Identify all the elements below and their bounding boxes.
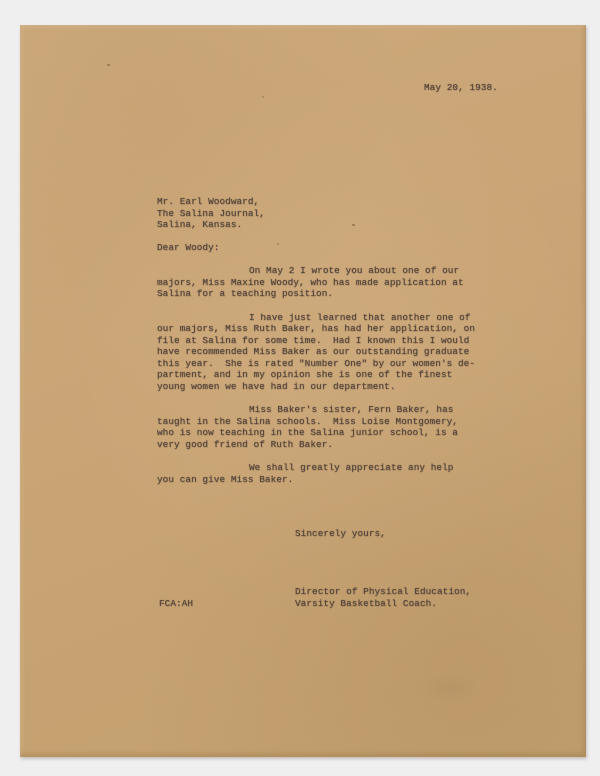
letter-body [157,196,497,485]
paragraph-line: taught in the Salina schools. Miss Loise Montgomery, [157,415,458,427]
paper-speckle [107,64,110,66]
recipient-name: Mr. Earl Woodward, [157,196,260,207]
complimentary-closing: Sincerely yours, [295,528,386,539]
recipient-city: Salina, Kansas. [157,219,243,230]
paper-smudge [420,673,480,703]
paragraph-line: our majors, Miss Ruth Baker, has had her application, on [157,323,476,334]
paragraph-4 [157,462,497,485]
recipient-address [157,196,497,231]
paragraph-line: On May 2 I wrote you about one of our [249,265,460,276]
signature-title-2: Varsity Basketball Coach. [295,597,437,609]
letter-paper [20,25,586,757]
paragraph-1 [157,265,497,300]
paragraph-line: who is now teaching in the Salina junior school, is a [157,427,458,438]
paragraph-line: file at Salina for some time. Had I known this I would [157,334,470,346]
paragraph-line: this year. She is rated "Number One" by our women's de- [157,357,476,369]
paper-speckle [262,96,264,98]
salutation: Dear Woody: [157,241,220,253]
paragraph-line: I have just learned that another one of [249,311,471,323]
paragraph-line: young women we have had in our department. [157,380,396,392]
paragraph-line: you can give Miss Baker. [157,473,294,485]
paragraph-line: Salina for a teaching position. [157,288,334,299]
typist-initials: FCA:AH [159,598,194,609]
paragraph-line: We shall greatly appreciate any help [249,462,454,473]
signature-title-1: Director of Physical Education, [295,586,472,597]
recipient-organization: The Salina Journal, [157,207,265,219]
paragraph-line: majors, Miss Maxine Woody, who has made application at [157,276,464,288]
paragraph-2 [157,312,497,393]
signature-block [295,586,471,609]
paragraph-3 [157,404,497,450]
paragraph-line: very good friend of Ruth Baker. [157,438,334,450]
paragraph-line: Miss Baker's sister, Fern Baker, has [249,404,454,415]
paragraph-line: partment, and in my opinion she is one of the finest [157,369,453,380]
paragraph-line: have recommended Miss Baker as our outstanding graduate [157,346,470,357]
letter-date: May 20, 1938. [424,82,498,93]
